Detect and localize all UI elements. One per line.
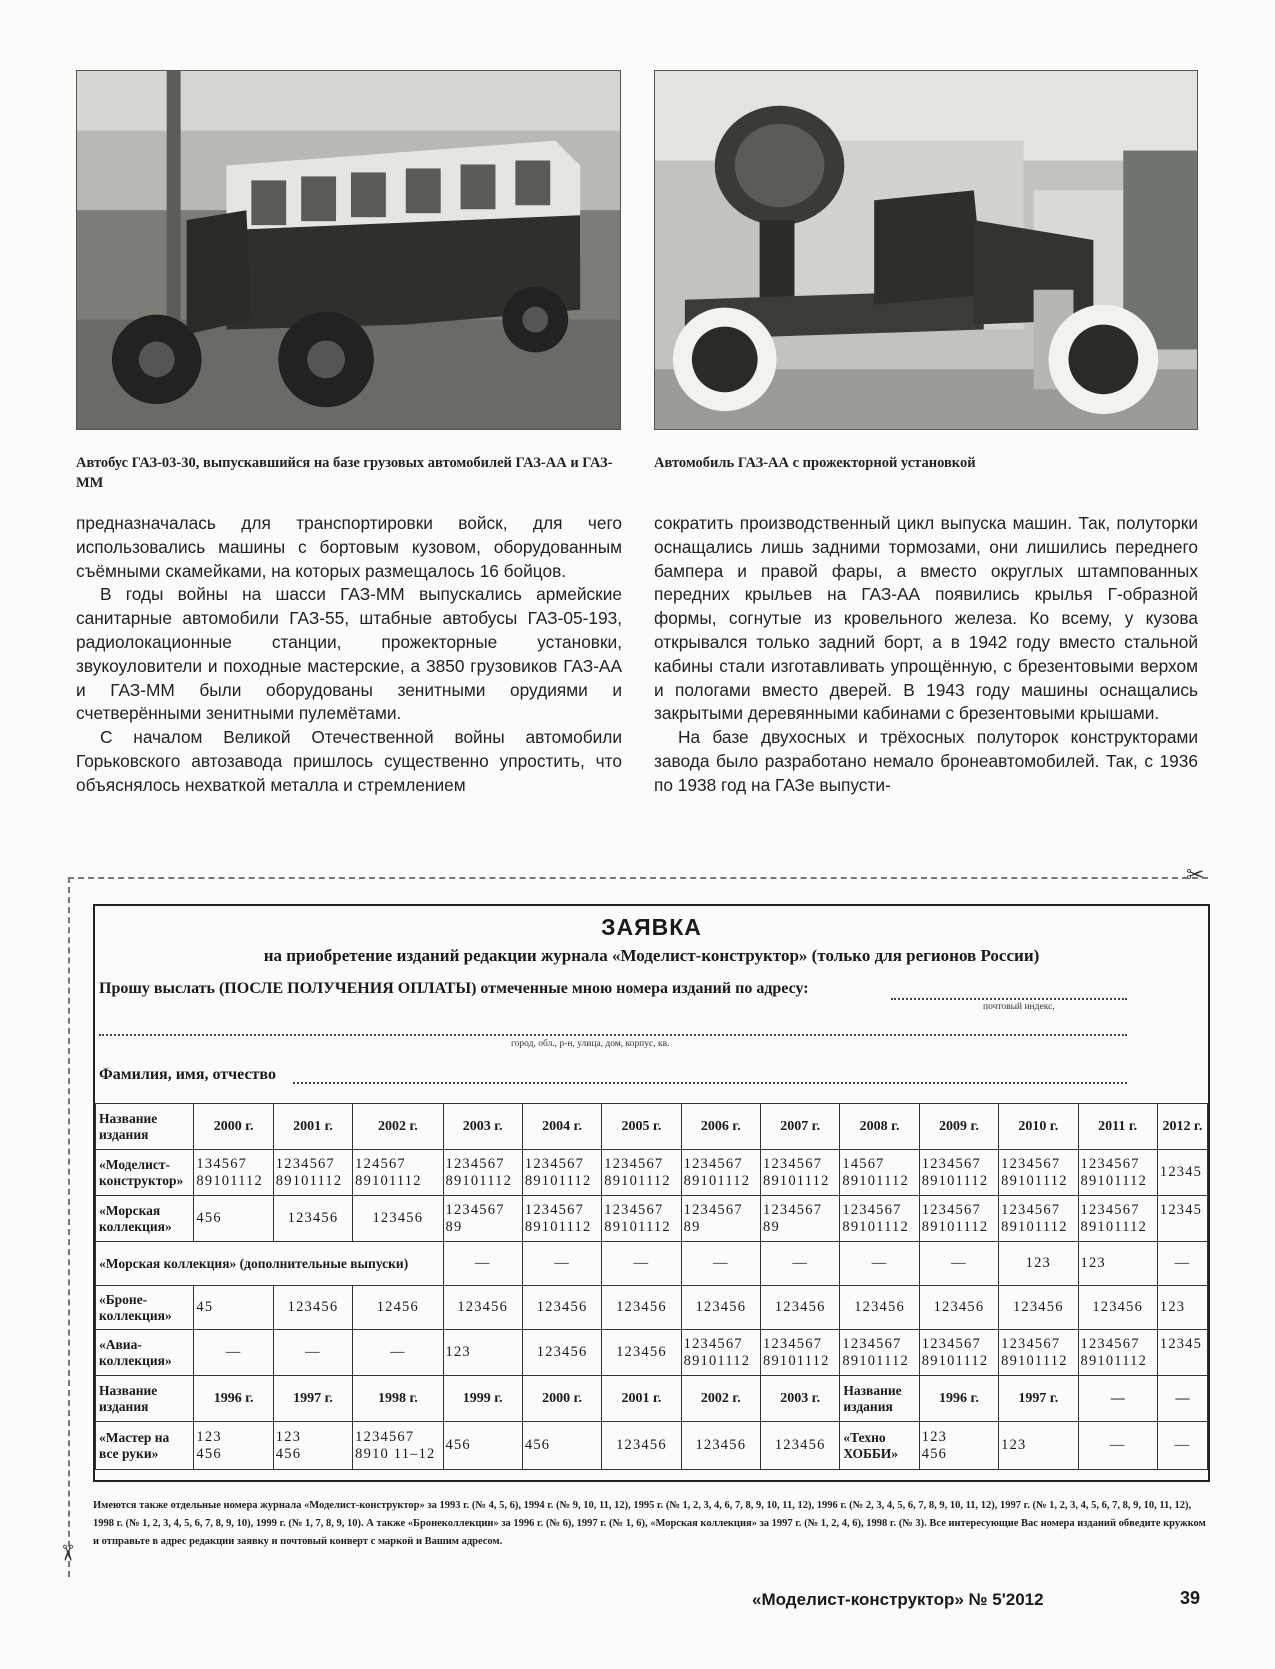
issues-cell[interactable]: 1234567 89101112 bbox=[522, 1150, 601, 1196]
year-header: 2003 г. bbox=[761, 1376, 840, 1422]
issues-cell[interactable]: 1234567 89101112 bbox=[1078, 1196, 1157, 1242]
issues-cell[interactable]: 1234567 89 bbox=[443, 1196, 522, 1242]
issues-cell[interactable]: 123456 bbox=[1078, 1286, 1157, 1330]
year-header: — bbox=[1078, 1376, 1157, 1422]
year-header: 2010 г. bbox=[999, 1104, 1078, 1150]
issues-cell[interactable]: 123 bbox=[999, 1242, 1078, 1286]
publication-name: «Морская коллекция» (дополнительные выпуски) bbox=[96, 1242, 444, 1286]
year-header: 2008 г. bbox=[840, 1104, 919, 1150]
issues-cell[interactable]: — bbox=[353, 1330, 443, 1376]
year-header: — bbox=[1157, 1376, 1207, 1422]
searchlight-truck-photo-drawing bbox=[655, 71, 1197, 429]
issues-cell[interactable]: 1234567 89101112 bbox=[919, 1196, 998, 1242]
form-title: ЗАЯВКА bbox=[601, 914, 702, 940]
issues-cell[interactable]: 1234567 89101112 bbox=[761, 1330, 840, 1376]
issues-cell[interactable]: — bbox=[602, 1242, 681, 1286]
issues-cell[interactable]: 123 456 bbox=[273, 1422, 352, 1470]
footnote: Имеются также отдельные номера журнала «Моделист-конструктор» за 1993 г. (№ 4, 5, 6), 1994 г. (№ 9, 10, 11, 12), 1995 г. (№ 1, 2, 3, 4, 6, 7, 8, 9, 10, 11, 12), 1996 г. (№ 2, 3, 4, 5, 6, 7, 8, 9, 10, 11, 12), 1997 г. (№ 1, 2, 3, 4, 5, 6, 7, 8, 9, 10, 11, 12), 1998 г. (№ 1, 2, 3, 4, 5, 6, 7, 8, 9, 10), 1999 г. (№ 1, 7, 8, 9, 10). А также «Бронеколлекции» за 1996 г. (№ 6), 1997 г. (№ 1, 6), «Морская коллекция» за 1997 г. (№ 1, 2, 4, 6), 1998 г. (№ 3). Все интересующие Вас номера изданий обведите кружком и отправьте в адрес редакции заявку и почтовый конверт с маркой и Вашим адресом. bbox=[93, 1500, 1206, 1547]
address-field-city[interactable] bbox=[99, 1034, 1127, 1036]
issues-cell[interactable]: 123456 bbox=[681, 1286, 760, 1330]
article-column-left bbox=[76, 512, 622, 798]
address-hint: город, обл., р-н, улица, дом, корпус, кв. bbox=[511, 1039, 670, 1049]
bus-photo bbox=[76, 70, 621, 430]
scissors-icon: ✂ bbox=[1186, 862, 1205, 887]
publication-name: «Морская коллекция» bbox=[96, 1196, 194, 1242]
issues-cell[interactable]: 1234567 8910 11–12 bbox=[353, 1422, 443, 1470]
issues-cell[interactable]: 123456 bbox=[681, 1422, 760, 1470]
issues-cell[interactable]: 123456 bbox=[602, 1330, 681, 1376]
issues-cell[interactable]: — bbox=[840, 1242, 919, 1286]
issues-cell[interactable]: 1234567 89101112 bbox=[522, 1196, 601, 1242]
issues-cell[interactable]: 123456 bbox=[602, 1286, 681, 1330]
year-header: 2012 г. bbox=[1157, 1104, 1207, 1150]
bus-photo-drawing bbox=[77, 71, 620, 429]
issues-cell[interactable]: 123 456 bbox=[919, 1422, 998, 1470]
year-header: 2006 г. bbox=[681, 1104, 760, 1150]
issues-cell[interactable]: 12345 bbox=[1157, 1150, 1207, 1196]
issues-cell[interactable]: 1234567 89101112 bbox=[443, 1150, 522, 1196]
year-header: 2001 г. bbox=[273, 1104, 352, 1150]
issues-cell[interactable]: 1234567 89101112 bbox=[999, 1196, 1078, 1242]
issues-cell[interactable]: 14567 89101112 bbox=[840, 1150, 919, 1196]
table-header-row bbox=[96, 1376, 1208, 1422]
year-header: 1996 г. bbox=[919, 1376, 998, 1422]
header-name-cell: Название издания bbox=[96, 1104, 194, 1150]
publication-name: «Мастер на все руки» bbox=[96, 1422, 194, 1470]
issues-cell[interactable]: — bbox=[194, 1330, 273, 1376]
issues-cell[interactable]: — bbox=[681, 1242, 760, 1286]
name-field[interactable] bbox=[293, 1082, 1127, 1084]
issues-cell[interactable]: 123 456 bbox=[194, 1422, 273, 1470]
issues-cell[interactable]: 1234567 89101112 bbox=[761, 1150, 840, 1196]
issues-cell[interactable]: 1234567 89101112 bbox=[999, 1150, 1078, 1196]
searchlight-truck-photo bbox=[654, 70, 1198, 430]
issues-cell[interactable]: — bbox=[919, 1242, 998, 1286]
issues-cell[interactable]: 123456 bbox=[273, 1196, 352, 1242]
year-header: 2007 г. bbox=[761, 1104, 840, 1150]
year-header: 1997 г. bbox=[273, 1376, 352, 1422]
issues-cell[interactable]: 123 bbox=[443, 1330, 522, 1376]
issues-cell[interactable]: 1234567 89101112 bbox=[602, 1196, 681, 1242]
issues-cell[interactable]: 1234567 89101112 bbox=[681, 1150, 760, 1196]
year-header: 1996 г. bbox=[194, 1376, 273, 1422]
bus-photo-caption: Автобус ГАЗ-03-30, выпускавшийся на базе грузовых автомобилей ГАЗ-АА и ГАЗ-ММ bbox=[76, 455, 613, 491]
year-header: 1997 г. bbox=[999, 1376, 1078, 1422]
address-field-postcode[interactable] bbox=[891, 998, 1127, 1000]
issues-cell[interactable]: 45 bbox=[194, 1286, 273, 1330]
issues-cell[interactable]: 1234567 89 bbox=[681, 1196, 760, 1242]
issues-cell[interactable]: 1234567 89 bbox=[761, 1196, 840, 1242]
publication-name: «Моделист-конструктор» bbox=[96, 1150, 194, 1196]
article-column-right bbox=[654, 512, 1198, 798]
postcode-hint: почтовый индекс, bbox=[983, 1002, 1055, 1012]
issues-cell[interactable]: 123456 bbox=[919, 1286, 998, 1330]
form-subtitle: на приобретение изданий редакции журнала «Моделист-конструктор» (только для регионов России) bbox=[263, 946, 1040, 965]
issues-cell[interactable]: — bbox=[522, 1242, 601, 1286]
issues-cell[interactable]: 456 bbox=[522, 1422, 601, 1470]
article-paragraph: предназначалась для транспортировки войск, для чего использовались машины с бортовым кузовом, оборудованным съёмными скамейками, на которых размещалось 16 бойцов. bbox=[76, 513, 622, 581]
issues-cell[interactable]: 123 bbox=[999, 1422, 1078, 1470]
journal-issue: «Моделист-конструктор» № 5'2012 bbox=[752, 1590, 1044, 1609]
table-row bbox=[96, 1242, 1208, 1286]
issues-cell[interactable]: 123456 bbox=[273, 1286, 352, 1330]
issues-cell[interactable]: — bbox=[1157, 1242, 1207, 1286]
issues-cell[interactable]: 123456 bbox=[999, 1286, 1078, 1330]
year-header: 2009 г. bbox=[919, 1104, 998, 1150]
name-label: Фамилия, имя, отчество bbox=[99, 1066, 276, 1083]
issues-cell[interactable]: 123456 bbox=[353, 1196, 443, 1242]
page-number: 39 bbox=[1180, 1588, 1201, 1608]
table-row bbox=[96, 1422, 1208, 1470]
issues-cell[interactable]: 1234567 89101112 bbox=[999, 1330, 1078, 1376]
issues-cell[interactable]: — bbox=[443, 1242, 522, 1286]
issues-cell[interactable]: 123 bbox=[1078, 1242, 1157, 1286]
article-paragraph: В годы войны на шасси ГАЗ-ММ выпускались армейские санитарные автомобили ГАЗ-55, штабные автобусы ГАЗ-05-193, радиолокационные станции, прожекторные установки, звукоуловители и походные мастерские, а 3850 грузовиков ГАЗ-АА и ГАЗ-ММ были оборудованы зенитными орудиями и счетверёнными зенитными пулемётами. bbox=[76, 584, 622, 724]
year-header: 2011 г. bbox=[1078, 1104, 1157, 1150]
table-row bbox=[96, 1286, 1208, 1330]
table-row bbox=[96, 1150, 1208, 1196]
publication-name: «Авиа-коллекция» bbox=[96, 1330, 194, 1376]
issues-cell[interactable]: 1234567 89101112 bbox=[919, 1150, 998, 1196]
issues-cell[interactable]: 1234567 89101112 bbox=[1078, 1150, 1157, 1196]
year-header: 2002 г. bbox=[681, 1376, 760, 1422]
issues-cell[interactable]: 1234567 89101112 bbox=[681, 1330, 760, 1376]
issues-cell[interactable]: — bbox=[761, 1242, 840, 1286]
issues-cell[interactable]: — bbox=[1157, 1422, 1207, 1470]
scissors-icon: ✂ bbox=[55, 1543, 81, 1563]
order-form bbox=[93, 904, 1210, 1482]
truck-photo-caption: Автомобиль ГАЗ-АА с прожекторной установкой bbox=[654, 455, 976, 471]
issues-cell[interactable]: — bbox=[1078, 1422, 1157, 1470]
issues-cell[interactable]: 123456 bbox=[443, 1286, 522, 1330]
issues-cell[interactable]: 123456 bbox=[761, 1286, 840, 1330]
issues-cell[interactable]: 1234567 89101112 bbox=[840, 1196, 919, 1242]
issues-cell[interactable]: 123456 bbox=[522, 1286, 601, 1330]
issues-cell[interactable]: 1234567 89101112 bbox=[919, 1330, 998, 1376]
issues-cell[interactable]: 1234567 89101112 bbox=[1078, 1330, 1157, 1376]
year-header: 2002 г. bbox=[353, 1104, 443, 1150]
request-line: Прошу выслать (ПОСЛЕ ПОЛУЧЕНИЯ ОПЛАТЫ) отмеченные мною номера изданий по адресу: bbox=[99, 980, 809, 997]
table-header-row bbox=[96, 1104, 1208, 1150]
issues-cell[interactable]: — bbox=[273, 1330, 352, 1376]
header-name-cell: Название издания bbox=[96, 1376, 194, 1422]
issues-cell[interactable]: 124567 89101112 bbox=[353, 1150, 443, 1196]
issues-cell[interactable]: 123 bbox=[1157, 1286, 1207, 1330]
issues-cell[interactable]: 456 bbox=[443, 1422, 522, 1470]
issues-cell[interactable]: 123456 bbox=[602, 1422, 681, 1470]
publication-name: «Броне-коллекция» bbox=[96, 1286, 194, 1330]
issues-cell[interactable]: 12345 bbox=[1157, 1330, 1207, 1376]
header-name-cell: Название издания bbox=[840, 1376, 919, 1422]
cut-line-vertical bbox=[68, 877, 70, 1577]
year-header: 2000 г. bbox=[522, 1376, 601, 1422]
year-header: 2003 г. bbox=[443, 1104, 522, 1150]
article-paragraph: На базе двухосных и трёхосных полуторок конструкторами завода было разработано немало бронеавтомобилей. Так, с 1936 по 1938 год на ГАЗе выпусти- bbox=[654, 727, 1198, 795]
year-header: 2004 г. bbox=[522, 1104, 601, 1150]
year-header: 2001 г. bbox=[602, 1376, 681, 1422]
article-paragraph: сократить производственный цикл выпуска машин. Так, полуторки оснащались лишь задними тормозами, они лишились переднего бампера и правой фары, а вместо округлых штампованных передних крыльев на ГАЗ-АА появились крылья Г-образной формы, согнутые из кровельного железа. Ко всему, у кузова открывался только задний борт, а в 1942 году вместо стальной кабины стали изготавливать упрощённую, с брезентовыми верхом и пологами вместо дверей. В 1943 году машины оснащались закрытыми деревянными кабинами с брезентовыми крышами. bbox=[654, 513, 1198, 724]
issues-cell[interactable]: 456 bbox=[194, 1196, 273, 1242]
year-header: 1998 г. bbox=[353, 1376, 443, 1422]
cut-line bbox=[68, 877, 1208, 879]
year-header: 2000 г. bbox=[194, 1104, 273, 1150]
issues-cell[interactable]: 1234567 89101112 bbox=[273, 1150, 352, 1196]
issues-cell[interactable]: 12345 bbox=[1157, 1196, 1207, 1242]
publication-name: «Техно ХОББИ» bbox=[840, 1422, 919, 1470]
issues-cell[interactable]: 123456 bbox=[761, 1422, 840, 1470]
order-table bbox=[95, 1103, 1208, 1470]
issues-cell[interactable]: 123456 bbox=[840, 1286, 919, 1330]
issues-cell[interactable]: 1234567 89101112 bbox=[840, 1330, 919, 1376]
table-row bbox=[96, 1330, 1208, 1376]
issues-cell[interactable]: 123456 bbox=[522, 1330, 601, 1376]
issues-cell[interactable]: 1234567 89101112 bbox=[602, 1150, 681, 1196]
issues-cell[interactable]: 12456 bbox=[353, 1286, 443, 1330]
year-header: 1999 г. bbox=[443, 1376, 522, 1422]
year-header: 2005 г. bbox=[602, 1104, 681, 1150]
issues-cell[interactable]: 134567 89101112 bbox=[194, 1150, 273, 1196]
table-row bbox=[96, 1196, 1208, 1242]
article-paragraph: С началом Великой Отечественной войны автомобили Горьковского автозавода пришлось существенно упростить, что объяснялось нехваткой металла и стремлением bbox=[76, 727, 622, 795]
